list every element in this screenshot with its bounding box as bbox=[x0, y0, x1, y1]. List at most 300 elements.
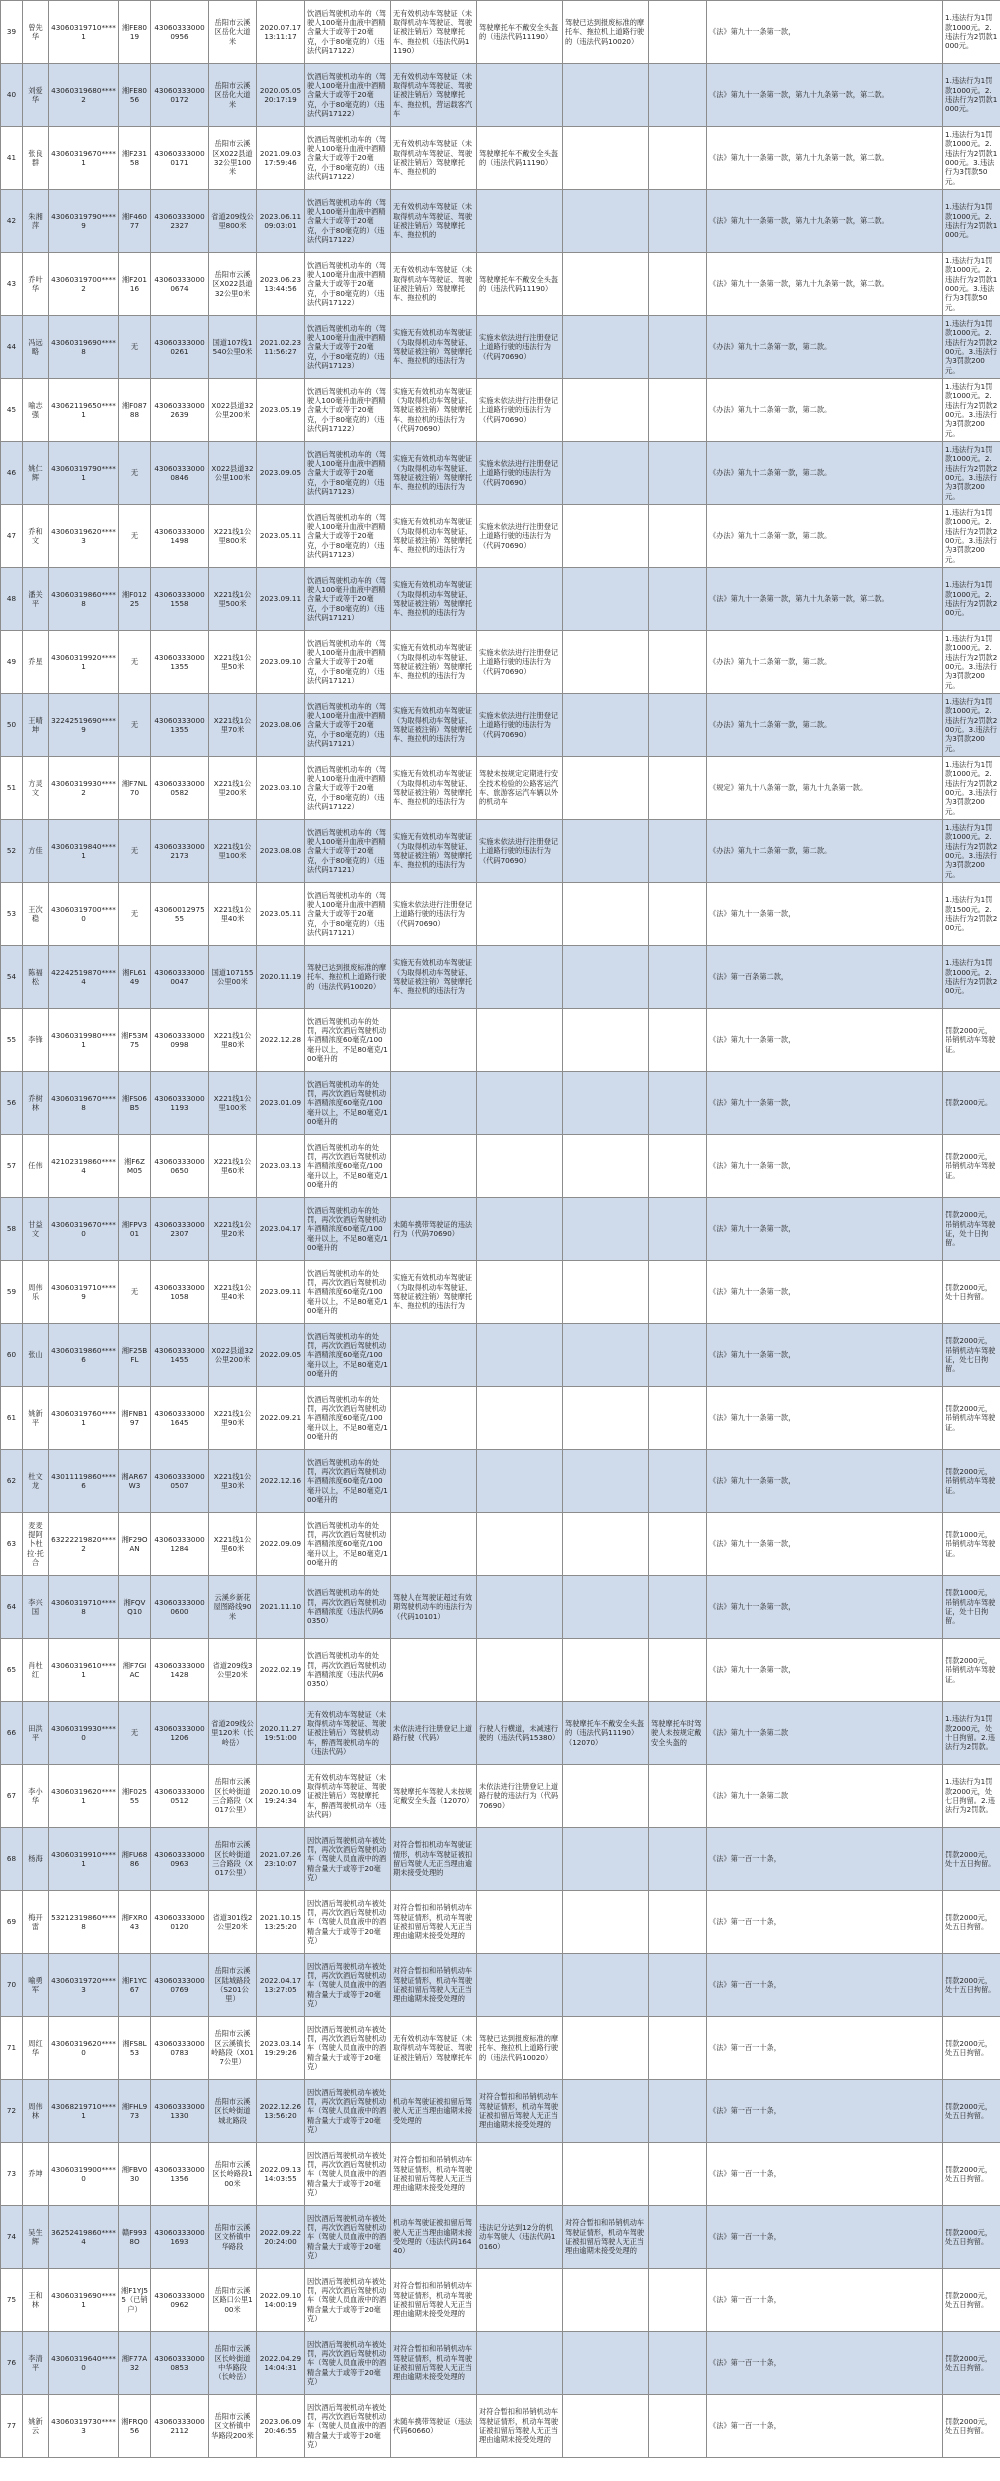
table-row bbox=[1, 1009, 1000, 1072]
offense-time: 2020.11.27 19:51:00 bbox=[257, 1702, 305, 1765]
offense-3 bbox=[477, 1009, 563, 1072]
offense-3 bbox=[477, 946, 563, 1009]
legal-basis: 《办法》第九十二条第一款，第二款。 bbox=[707, 820, 943, 883]
offense-3: 驾驶未按规定定期进行安全技术检验的公路客运汽车、旅游客运汽车辆以外的机动车 bbox=[477, 757, 563, 820]
offense-time: 2021.07.26 23:10:07 bbox=[257, 1828, 305, 1891]
offense-1: 因饮酒后驾驶机动车被处罚，再次饮酒后驾驶机动车（驾驶人员血液中的酒精含量大于或等于20毫克） bbox=[305, 2395, 391, 2458]
offense-2: 无有效机动车驾驶证（未取得机动车驾驶证、驾驶证被注销后）驾驶摩托车、拖拉机（违法代码11190） bbox=[391, 1, 477, 64]
location: 省道301线2公里20米 bbox=[209, 1891, 257, 1954]
penalty: 罚款2000元，处五日拘留。 bbox=[943, 2206, 1000, 2269]
location: X221线1公里80米 bbox=[209, 1009, 257, 1072]
table-row bbox=[1, 883, 1000, 946]
offense-time: 2023.06.09 20:46:55 bbox=[257, 2395, 305, 2458]
id-number: 43060319640****0 bbox=[49, 2332, 119, 2395]
offense-1: 饮酒后驾驶机动车的处罚，再次饮酒后驾驶机动车酒精浓度60毫克/100毫升以上，不足80毫克/100毫升的 bbox=[305, 1450, 391, 1513]
person-name: 方灵文 bbox=[23, 757, 49, 820]
table-row bbox=[1, 820, 1000, 883]
penalty: 罚款2000元，吊销机动车驾驶证，处十日拘留。 bbox=[943, 1198, 1000, 1261]
offense-time: 2022.09.09 bbox=[257, 1513, 305, 1576]
offense-4 bbox=[563, 190, 649, 253]
location: 岳阳市云溪区路口公里100米 bbox=[209, 2269, 257, 2332]
offense-4 bbox=[563, 1639, 649, 1702]
location: X221线1公里70米 bbox=[209, 694, 257, 757]
offense-4 bbox=[563, 127, 649, 190]
offense-3 bbox=[477, 190, 563, 253]
legal-basis: 《法》第九十一条第一款， bbox=[707, 1, 943, 64]
table-row bbox=[1, 64, 1000, 127]
legal-basis: 《法》第九十一条第一款， bbox=[707, 1009, 943, 1072]
table-row bbox=[1, 1513, 1000, 1576]
offense-1: 因饮酒后驾驶机动车被处罚，再次饮酒后驾驶机动车（驾驶人员血液中的酒精含量大于或等于20毫克） bbox=[305, 2080, 391, 2143]
offense-3: 违法记分达到12分的机动车驾驶人（违法代码10160） bbox=[477, 2206, 563, 2269]
offense-time: 2022.12.28 bbox=[257, 1009, 305, 1072]
offense-2: 实施无有效机动车驾驶证（为取得机动车驾驶证、驾驶证被注销）驾驶摩托车、拖拉机的违法行为 bbox=[391, 568, 477, 631]
row-number: 63 bbox=[1, 1513, 23, 1576]
legal-basis: 《法》第一百一十条， bbox=[707, 2017, 943, 2080]
person-name: 梅开雷 bbox=[23, 1891, 49, 1954]
offense-time: 2023.05.19 bbox=[257, 379, 305, 442]
table-row bbox=[1, 1639, 1000, 1702]
legal-basis: 《法》第九十一条第一款， bbox=[707, 1387, 943, 1450]
offense-5 bbox=[649, 190, 707, 253]
document-number: 430603330001206 bbox=[151, 1702, 209, 1765]
penalty: 罚款2000元，吊销机动车驾驶证。 bbox=[943, 1387, 1000, 1450]
offense-4 bbox=[563, 1513, 649, 1576]
id-number: 43060319860****8 bbox=[49, 568, 119, 631]
offense-5 bbox=[649, 1324, 707, 1387]
offense-2: 对符合暂扣机动车驾驶证情形，机动车驾驶证被扣留后驾驶人无正当理由逾期未接受处理的 bbox=[391, 1828, 477, 1891]
offense-1: 饮酒后驾驶机动车的（驾驶人100毫升血液中酒精含量大于或等于20毫克，小于80毫克的）（违法代码17121） bbox=[305, 631, 391, 694]
row-number: 49 bbox=[1, 631, 23, 694]
plate-number: 无 bbox=[119, 820, 151, 883]
row-number: 46 bbox=[1, 442, 23, 505]
id-number: 43060319720****3 bbox=[49, 1954, 119, 2017]
offense-3 bbox=[477, 1954, 563, 2017]
offense-5 bbox=[649, 568, 707, 631]
offense-1: 因饮酒后驾驶机动车被处罚，再次饮酒后驾驶机动车（驾驶人员血液中的酒精含量大于或等于20毫克） bbox=[305, 2017, 391, 2080]
offense-2 bbox=[391, 1639, 477, 1702]
plate-number: 湘FNB197 bbox=[119, 1387, 151, 1450]
offense-1: 饮酒后驾驶机动车的处罚，再次饮酒后驾驶机动车酒精浓度60毫克/100毫升以上，不足80毫克/100毫升的 bbox=[305, 1513, 391, 1576]
document-number: 430603330000769 bbox=[151, 1954, 209, 2017]
offense-time: 2023.03.10 bbox=[257, 757, 305, 820]
document-number: 430603330000512 bbox=[151, 1765, 209, 1828]
offense-2: 对符合暂扣和吊销机动车驾驶证情形，机动车驾驶证被扣留后驾驶人无正当理由逾期未接受处理的 bbox=[391, 2143, 477, 2206]
table-row bbox=[1, 2332, 1000, 2395]
offense-time: 2022.02.19 bbox=[257, 1639, 305, 1702]
offense-2: 未依法进行注册登记上道路行驶（代码） bbox=[391, 1702, 477, 1765]
person-name: 潘关平 bbox=[23, 568, 49, 631]
offense-4 bbox=[563, 2269, 649, 2332]
offense-3: 驾驶摩托车不戴安全头盔的（违法代码11190） bbox=[477, 1, 563, 64]
offense-time: 2023.05.11 bbox=[257, 505, 305, 568]
penalty: 罚款2000元，吊销机动车驾驶证。 bbox=[943, 1450, 1000, 1513]
offense-4 bbox=[563, 253, 649, 316]
table-row bbox=[1, 1450, 1000, 1513]
plate-number: 湘FE8056 bbox=[119, 64, 151, 127]
offense-5 bbox=[649, 1450, 707, 1513]
legal-basis: 《办法》第九十二条第一款，第二款。 bbox=[707, 442, 943, 505]
person-name: 乔叶华 bbox=[23, 253, 49, 316]
offense-4 bbox=[563, 1828, 649, 1891]
location: 岳阳市云溪区长岭街道三合路段（X017公里） bbox=[209, 1828, 257, 1891]
row-number: 43 bbox=[1, 253, 23, 316]
table-row bbox=[1, 442, 1000, 505]
table-row bbox=[1, 1261, 1000, 1324]
row-number: 68 bbox=[1, 1828, 23, 1891]
plate-number: 无 bbox=[119, 316, 151, 379]
table-row bbox=[1, 1135, 1000, 1198]
offense-1: 饮酒后驾驶机动车的（驾驶人100毫升血液中酒精含量大于或等于20毫克，小于80毫克的）（违法代码17122） bbox=[305, 757, 391, 820]
penalty: 罚款2000元，处五日拘留。 bbox=[943, 2143, 1000, 2206]
legal-basis: 《办法》第九十二条第一款，第二款。 bbox=[707, 631, 943, 694]
document-number: 430603330000956 bbox=[151, 1, 209, 64]
offense-5 bbox=[649, 253, 707, 316]
table-row bbox=[1, 1072, 1000, 1135]
offense-4 bbox=[563, 2143, 649, 2206]
offense-time: 2023.03.13 bbox=[257, 1135, 305, 1198]
row-number: 69 bbox=[1, 1891, 23, 1954]
offense-2: 机动车驾驶证被扣留后驾驶人无正当理由逾期未接受处理的（违法代码16440） bbox=[391, 2206, 477, 2269]
legal-basis: 《法》第一百一十条， bbox=[707, 1891, 943, 1954]
document-number: 430603330001455 bbox=[151, 1324, 209, 1387]
row-number: 70 bbox=[1, 1954, 23, 2017]
legal-basis: 《法》第一百一十条， bbox=[707, 1828, 943, 1891]
table-row bbox=[1, 2206, 1000, 2269]
penalty: 1.违法行为1罚款1000元。2.违法行为2罚款1000元。 bbox=[943, 64, 1000, 127]
offense-4 bbox=[563, 379, 649, 442]
offense-3 bbox=[477, 883, 563, 946]
row-number: 56 bbox=[1, 1072, 23, 1135]
offense-4 bbox=[563, 757, 649, 820]
offense-time: 2023.06.23 13:44:56 bbox=[257, 253, 305, 316]
offense-2: 实施无有效机动车驾驶证（为取得机动车驾驶证、驾驶证被注销）驾驶摩托车、拖拉机的违法行为 bbox=[391, 1261, 477, 1324]
legal-basis: 《法》第一百一十条， bbox=[707, 2143, 943, 2206]
row-number: 64 bbox=[1, 1576, 23, 1639]
legal-basis: 《法》第九十一条第一款， bbox=[707, 1639, 943, 1702]
offense-2 bbox=[391, 1072, 477, 1135]
offense-2: 无有效机动车驾驶证（未取得机动车驾驶证、驾驶证被注销后）驾驶摩托车、拖拉机的 bbox=[391, 253, 477, 316]
offense-1: 饮酒后驾驶机动车的（驾驶人100毫升血液中酒精含量大于或等于20毫克，小于80毫克的）（违法代码17122） bbox=[305, 379, 391, 442]
person-name: 周伟林 bbox=[23, 2080, 49, 2143]
offense-1: 饮酒后驾驶机动车的处罚，再次饮酒后驾驶机动车酒精浓度60毫克/100毫升以上，不足80毫克/100毫升的 bbox=[305, 1198, 391, 1261]
offense-5 bbox=[649, 64, 707, 127]
plate-number: 湘FRQ056 bbox=[119, 2395, 151, 2458]
person-name: 王次稳 bbox=[23, 883, 49, 946]
offense-time: 2023.04.17 bbox=[257, 1198, 305, 1261]
plate-number: 湘F25BFL bbox=[119, 1324, 151, 1387]
plate-number: 湘F08788 bbox=[119, 379, 151, 442]
penalty: 1.违法行为1罚款2000元，处七日拘留。2.违法行为2罚款。 bbox=[943, 1765, 1000, 1828]
offense-2: 驾驶摩托车驾驶人未按规定戴安全头盔（12070） bbox=[391, 1765, 477, 1828]
offense-5 bbox=[649, 1261, 707, 1324]
penalty: 1.违法行为1罚款2000元，处十日拘留。2.违法行为2罚款。 bbox=[943, 1702, 1000, 1765]
offense-time: 2020.05.05 20:17:19 bbox=[257, 64, 305, 127]
offense-5 bbox=[649, 1387, 707, 1450]
location: X221线1公里50米 bbox=[209, 631, 257, 694]
offense-5 bbox=[649, 2269, 707, 2332]
plate-number: 湘F23158 bbox=[119, 127, 151, 190]
offense-3: 实施未依法进行注册登记上道路行驶的违法行为（代码70690） bbox=[477, 379, 563, 442]
plate-number: 湘FS06B5 bbox=[119, 1072, 151, 1135]
offense-time: 2023.09.10 bbox=[257, 631, 305, 694]
penalty: 罚款2000元，处十五日拘留。 bbox=[943, 1828, 1000, 1891]
offense-3: 实施未依法进行注册登记上道路行驶的违法行为（代码70690） bbox=[477, 316, 563, 379]
person-name: 乔星 bbox=[23, 631, 49, 694]
table-row bbox=[1, 568, 1000, 631]
offense-1: 饮酒后驾驶机动车的处罚，再次饮酒后驾驶机动车酒精浓度（违法代码60350） bbox=[305, 1639, 391, 1702]
offense-2 bbox=[391, 1450, 477, 1513]
row-number: 73 bbox=[1, 2143, 23, 2206]
offense-3 bbox=[477, 1828, 563, 1891]
table-row bbox=[1, 1828, 1000, 1891]
penalty: 1.违法行为1罚款1000元。2.违法行为2罚款200元。3.违法行为3罚款200元。 bbox=[943, 757, 1000, 820]
offense-5 bbox=[649, 442, 707, 505]
id-number: 63222219820****2 bbox=[49, 1513, 119, 1576]
penalty: 1.违法行为1罚款1000元。2.违法行为2罚款200元。3.违法行为3罚款200元。 bbox=[943, 505, 1000, 568]
row-number: 76 bbox=[1, 2332, 23, 2395]
table-row bbox=[1, 1702, 1000, 1765]
offense-5 bbox=[649, 2332, 707, 2395]
id-number: 43062119650****1 bbox=[49, 379, 119, 442]
offense-5 bbox=[649, 2395, 707, 2458]
penalty: 1.违法行为1罚款1000元。2.违法行为2罚款200元。 bbox=[943, 568, 1000, 631]
penalty: 罚款2000元，处五日拘留。 bbox=[943, 2395, 1000, 2458]
id-number: 43060319670****0 bbox=[49, 1198, 119, 1261]
id-number: 43060319620****3 bbox=[49, 505, 119, 568]
document-number: 430603330000674 bbox=[151, 253, 209, 316]
legal-basis: 《法》第一百一十条， bbox=[707, 2080, 943, 2143]
person-name: 杜文龙 bbox=[23, 1450, 49, 1513]
person-name: 乔坤 bbox=[23, 2143, 49, 2206]
table-row bbox=[1, 2080, 1000, 2143]
offense-3 bbox=[477, 1198, 563, 1261]
offense-3: 实施未依法进行注册登记上道路行驶的违法行为（代码70690） bbox=[477, 694, 563, 757]
row-number: 77 bbox=[1, 2395, 23, 2458]
id-number: 42102319860****4 bbox=[49, 1135, 119, 1198]
table-row bbox=[1, 253, 1000, 316]
penalty: 1.违法行为1罚款1000元。2.违法行为2罚款1000元。3.违法行为3罚款50元。 bbox=[943, 253, 1000, 316]
offense-2: 无有效机动车驾驶证（未取得机动车驾驶证、驾驶证被注销后）驾驶摩托车、拖拉机，营运载客汽车 bbox=[391, 64, 477, 127]
table-row bbox=[1, 1, 1000, 64]
location: X221线1公里100米 bbox=[209, 1072, 257, 1135]
offense-4 bbox=[563, 820, 649, 883]
penalty: 罚款2000元，处十五日拘留。 bbox=[943, 1954, 1000, 2017]
plate-number: 无 bbox=[119, 442, 151, 505]
penalty: 1.违法行为1罚款1000元。2.违法行为2罚款200元。3.违法行为3罚款200元。 bbox=[943, 694, 1000, 757]
penalty: 罚款2000元，吊销机动车驾驶证，处七日拘留。 bbox=[943, 1324, 1000, 1387]
offense-2: 实施无有效机动车驾驶证（为取得机动车驾驶证、驾驶证被注销）驾驶摩托车、拖拉机的违法行为 bbox=[391, 631, 477, 694]
document-number: 430603330001645 bbox=[151, 1387, 209, 1450]
location: X221线1公里90米 bbox=[209, 1387, 257, 1450]
offense-2: 实施无有效机动车驾驶证（为取得机动车驾驶证、驾驶证被注销）驾驶摩托车、拖拉机的违法行为 bbox=[391, 442, 477, 505]
offense-2: 机动车驾驶证被扣留后驾驶人无正当理由逾期未接受处理的 bbox=[391, 2080, 477, 2143]
legal-basis: 《法》第九十一条第一款，第九十九条第一款，第二款。 bbox=[707, 568, 943, 631]
offense-time: 2023.06.11 09:03:01 bbox=[257, 190, 305, 253]
document-number: 430603330000120 bbox=[151, 1891, 209, 1954]
row-number: 66 bbox=[1, 1702, 23, 1765]
plate-number: 湘F01225 bbox=[119, 568, 151, 631]
id-number: 43060319900****0 bbox=[49, 2143, 119, 2206]
document-number: 430603330000853 bbox=[151, 2332, 209, 2395]
id-number: 43060319700****2 bbox=[49, 253, 119, 316]
row-number: 74 bbox=[1, 2206, 23, 2269]
offense-2: 对符合暂扣和吊销机动车驾驶证情形，机动车驾驶证被扣留后驾驶人无正当理由逾期未接受处理的 bbox=[391, 1891, 477, 1954]
row-number: 42 bbox=[1, 190, 23, 253]
offense-4 bbox=[563, 631, 649, 694]
document-number: 430603330000600 bbox=[151, 1576, 209, 1639]
plate-number: 湘F6ZM05 bbox=[119, 1135, 151, 1198]
document-number: 430603330000261 bbox=[151, 316, 209, 379]
location: 岳阳市云溪区长岭街道三合路段（X017公里） bbox=[209, 1765, 257, 1828]
row-number: 51 bbox=[1, 757, 23, 820]
offense-4 bbox=[563, 1009, 649, 1072]
offense-1: 饮酒后驾驶机动车的（驾驶人100毫升血液中酒精含量大于或等于20毫克，小于80毫克的）（违法代码17121） bbox=[305, 820, 391, 883]
document-number: 430603330000582 bbox=[151, 757, 209, 820]
document-number: 430603330000783 bbox=[151, 2017, 209, 2080]
offense-time: 2022.04.17 13:27:05 bbox=[257, 1954, 305, 2017]
legal-basis: 《法》第九十一条第一款，第九十九条第一款，第二款。 bbox=[707, 253, 943, 316]
document-number: 430603330000650 bbox=[151, 1135, 209, 1198]
offense-3 bbox=[477, 64, 563, 127]
location: 国道107线1540公里0米 bbox=[209, 316, 257, 379]
offense-1: 因饮酒后驾驶机动车被处罚，再次饮酒后驾驶机动车（驾驶人员血液中的酒精含量大于或等于20毫克） bbox=[305, 2332, 391, 2395]
table-row bbox=[1, 1954, 1000, 2017]
offense-2: 实施无有效机动车驾驶证（为取得机动车驾驶证、驾驶证被注销）驾驶摩托车、拖拉机的违法行为 bbox=[391, 757, 477, 820]
offense-1: 饮酒后驾驶机动车的处罚，再次饮酒后驾驶机动车酒精浓度60毫克/100毫升以上，不足80毫克/100毫升的 bbox=[305, 1387, 391, 1450]
person-name: 杨海 bbox=[23, 1828, 49, 1891]
offense-2 bbox=[391, 1324, 477, 1387]
legal-basis: 《法》第九十一条第一款，第九十九条第一款，第二款。 bbox=[707, 190, 943, 253]
id-number: 42242519870****4 bbox=[49, 946, 119, 1009]
person-name: 李锋 bbox=[23, 1009, 49, 1072]
person-name: 田洪平 bbox=[23, 1702, 49, 1765]
offense-3 bbox=[477, 1891, 563, 1954]
plate-number: 湘FE8019 bbox=[119, 1, 151, 64]
offense-time: 2021.02.23 11:56:27 bbox=[257, 316, 305, 379]
document-number: 430603330000963 bbox=[151, 1828, 209, 1891]
offense-3 bbox=[477, 1513, 563, 1576]
offense-5: 驾驶摩托车时驾驶人未按规定戴安全头盔的 bbox=[649, 1702, 707, 1765]
row-number: 40 bbox=[1, 64, 23, 127]
penalty: 1.违法行为1罚款1000元。2.违法行为2罚款200元。3.违法行为3罚款200元。 bbox=[943, 820, 1000, 883]
penalty: 罚款2000元，吊销机动车驾驶证。 bbox=[943, 1639, 1000, 1702]
row-number: 53 bbox=[1, 883, 23, 946]
legal-basis: 《法》第九十一条第一款， bbox=[707, 883, 943, 946]
offense-3 bbox=[477, 1639, 563, 1702]
offense-5 bbox=[649, 1765, 707, 1828]
offense-1: 因饮酒后驾驶机动车被处罚，再次饮酒后驾驶机动车（驾驶人员血液中的酒精含量大于或等于20毫克） bbox=[305, 2206, 391, 2269]
offense-time: 2022.09.05 bbox=[257, 1324, 305, 1387]
offense-5 bbox=[649, 1828, 707, 1891]
legal-basis: 《法》第一百条第二款， bbox=[707, 946, 943, 1009]
offense-1: 饮酒后驾驶机动车的（驾驶人100毫升血液中酒精含量大于或等于20毫克，小于80毫克的）（违法代码17122） bbox=[305, 253, 391, 316]
offense-2: 实施无有效机动车驾驶证（为取得机动车驾驶证、驾驶证被注销）驾驶摩托车、拖拉机的违法行为（代码70690） bbox=[391, 379, 477, 442]
offense-1: 因饮酒后驾驶机动车被处罚，再次饮酒后驾驶机动车（驾驶人员血液中的酒精含量大于或等于20毫克） bbox=[305, 2143, 391, 2206]
offense-5 bbox=[649, 2080, 707, 2143]
offense-3: 驾驶摩托车不戴安全头盔的（违法代码11190） bbox=[477, 127, 563, 190]
offense-1: 饮酒后驾驶机动车的处罚，再次饮酒后驾驶机动车酒精浓度60毫克/100毫升以上，不足80毫克/100毫升的 bbox=[305, 1135, 391, 1198]
offense-4 bbox=[563, 1765, 649, 1828]
offense-time: 2023.08.06 bbox=[257, 694, 305, 757]
plate-number: 湘F1YC67 bbox=[119, 1954, 151, 2017]
row-number: 58 bbox=[1, 1198, 23, 1261]
offense-5 bbox=[649, 316, 707, 379]
plate-number: 湘FHL973 bbox=[119, 2080, 151, 2143]
offense-5 bbox=[649, 820, 707, 883]
table-row bbox=[1, 1387, 1000, 1450]
offense-5 bbox=[649, 694, 707, 757]
plate-number: 湘FXR043 bbox=[119, 1891, 151, 1954]
location: X221线1公里500米 bbox=[209, 568, 257, 631]
offense-4 bbox=[563, 1450, 649, 1513]
person-name: 曾先华 bbox=[23, 1, 49, 64]
offense-2: 对符合暂扣和吊销机动车驾驶证情形，机动车驾驶证被扣留后驾驶人无正当理由逾期未接受处理的 bbox=[391, 1954, 477, 2017]
row-number: 72 bbox=[1, 2080, 23, 2143]
row-number: 52 bbox=[1, 820, 23, 883]
plate-number: 赣F9938O bbox=[119, 2206, 151, 2269]
person-name: 李兴国 bbox=[23, 1576, 49, 1639]
offense-1: 因饮酒后驾驶机动车被处罚，再次饮酒后驾驶机动车（驾驶人员血液中的酒精含量大于或等于20毫克） bbox=[305, 1954, 391, 2017]
legal-basis: 《法》第一百一十条， bbox=[707, 2395, 943, 2458]
id-number: 43060319930****0 bbox=[49, 1702, 119, 1765]
offense-3 bbox=[477, 568, 563, 631]
penalty: 1.违法行为1罚款1500元。2.违法行为2罚款200元。 bbox=[943, 883, 1000, 946]
person-name: 王和林 bbox=[23, 2269, 49, 2332]
penalty: 1.违法行为1罚款1000元。2.违法行为2罚款200元。3.违法行为3罚款200元。 bbox=[943, 379, 1000, 442]
offense-5 bbox=[649, 631, 707, 694]
legal-basis: 《办法》第九十二条第一款，第二款。 bbox=[707, 316, 943, 379]
document-number: 430603330001558 bbox=[151, 568, 209, 631]
offense-5 bbox=[649, 1576, 707, 1639]
offense-time: 2023.05.11 bbox=[257, 883, 305, 946]
offense-2: 实施无有效机动车驾驶证（为取得机动车驾驶证、驾驶证被注销）驾驶摩托车、拖拉机的违法行为 bbox=[391, 946, 477, 1009]
person-name: 麦麦提阿卜杜拉·托合 bbox=[23, 1513, 49, 1576]
offense-5 bbox=[649, 883, 707, 946]
person-name: 朱湘萍 bbox=[23, 190, 49, 253]
table-row bbox=[1, 1198, 1000, 1261]
row-number: 75 bbox=[1, 2269, 23, 2332]
legal-basis: 《法》第九十一条第一款， bbox=[707, 1135, 943, 1198]
offense-1: 饮酒后驾驶机动车的（驾驶人100毫升血液中酒精含量大于或等于20毫克，小于80毫克的）（违法代码17122） bbox=[305, 1, 391, 64]
penalty: 罚款2000元，吊销机动车驾驶证。 bbox=[943, 1009, 1000, 1072]
offense-2: 实施无有效机动车驾驶证（为取得机动车驾驶证、驾驶证被注销）驾驶摩托车、拖拉机的违法行为 bbox=[391, 316, 477, 379]
plate-number: 无 bbox=[119, 883, 151, 946]
offense-time: 2021.09.03 17:59:46 bbox=[257, 127, 305, 190]
id-number: 53212319860****8 bbox=[49, 1891, 119, 1954]
offense-5 bbox=[649, 1072, 707, 1135]
table-row bbox=[1, 1765, 1000, 1828]
offense-time: 2023.09.11 bbox=[257, 568, 305, 631]
offense-3: 未依法进行注册登记上道路行驶的违法行为（代码70690） bbox=[477, 1765, 563, 1828]
document-number: 430603330000998 bbox=[151, 1009, 209, 1072]
offense-5 bbox=[649, 1198, 707, 1261]
person-name: 姚仁辉 bbox=[23, 442, 49, 505]
location: X221线1公里30米 bbox=[209, 1450, 257, 1513]
person-name: 张良群 bbox=[23, 127, 49, 190]
location: 岳阳市云溪区X022县道32公里0米 bbox=[209, 253, 257, 316]
offense-4 bbox=[563, 1261, 649, 1324]
legal-basis: 《法》第九十一条第一款，第九十九条第一款，第二款。 bbox=[707, 64, 943, 127]
offense-4 bbox=[563, 1891, 649, 1954]
offense-2 bbox=[391, 1009, 477, 1072]
row-number: 57 bbox=[1, 1135, 23, 1198]
table-row bbox=[1, 946, 1000, 1009]
person-name: 喻志强 bbox=[23, 379, 49, 442]
row-number: 60 bbox=[1, 1324, 23, 1387]
id-number: 43060319840****1 bbox=[49, 820, 119, 883]
row-number: 59 bbox=[1, 1261, 23, 1324]
